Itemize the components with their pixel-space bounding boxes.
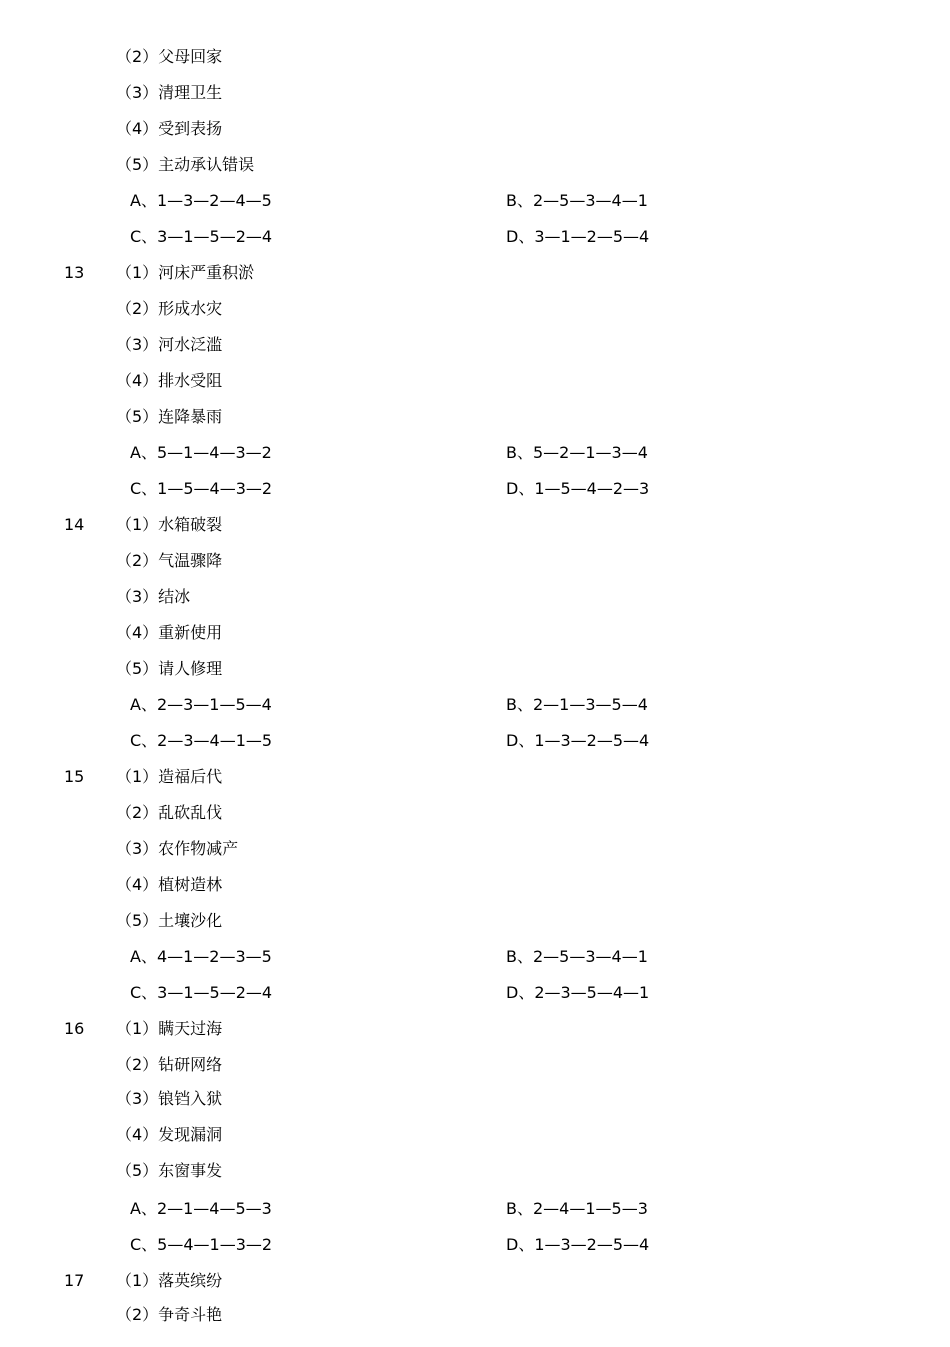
event-item: （1）落英缤纷: [116, 1271, 223, 1290]
event-item: （5）主动承认错误: [116, 155, 255, 174]
answer-option: B、2—5—3—4—1: [506, 947, 648, 966]
event-item: （3）清理卫生: [116, 83, 223, 102]
answer-option: A、5—1—4—3—2: [130, 443, 272, 462]
event-item: （4）重新使用: [116, 623, 223, 642]
answer-option: D、2—3—5—4—1: [506, 983, 650, 1002]
answer-option: C、1—5—4—3—2: [130, 479, 273, 498]
answer-option: C、2—3—4—1—5: [130, 731, 273, 750]
answer-option: A、1—3—2—4—5: [130, 191, 272, 210]
answer-option: A、2—1—4—5—3: [130, 1199, 272, 1218]
answer-option: D、1—5—4—2—3: [506, 479, 650, 498]
event-item: （3）结冰: [116, 587, 191, 606]
answer-option: D、3—1—2—5—4: [506, 227, 650, 246]
event-item: （4）植树造林: [116, 875, 223, 894]
event-item: （1）瞒天过海: [116, 1019, 223, 1038]
answer-option: A、4—1—2—3—5: [130, 947, 272, 966]
event-item: （3）农作物减产: [116, 839, 239, 858]
event-item: （3）河水泛滥: [116, 335, 223, 354]
question-number: 15: [64, 767, 85, 786]
answer-option: A、2—3—1—5—4: [130, 695, 272, 714]
event-item: （5）东窗事发: [116, 1161, 223, 1180]
answer-option: C、5—4—1—3—2: [130, 1235, 273, 1254]
event-item: （1）河床严重积淤: [116, 263, 255, 282]
event-item: （1）造福后代: [116, 767, 223, 786]
question-number: 13: [64, 263, 85, 282]
event-item: （2）钻研网络: [116, 1055, 223, 1074]
event-item: （1）水箱破裂: [116, 515, 223, 534]
event-item: （5）连降暴雨: [116, 407, 223, 426]
answer-option: B、2—5—3—4—1: [506, 191, 648, 210]
event-item: （2）父母回家: [116, 47, 223, 66]
event-item: （2）乱砍乱伐: [116, 803, 223, 822]
answer-option: C、3—1—5—2—4: [130, 227, 273, 246]
event-item: （5）请人修理: [116, 659, 223, 678]
answer-option: B、2—1—3—5—4: [506, 695, 648, 714]
answer-option: D、1—3—2—5—4: [506, 731, 650, 750]
answer-option: D、1—3—2—5—4: [506, 1235, 650, 1254]
event-item: （4）发现漏洞: [116, 1125, 223, 1144]
event-item: （2）争奇斗艳: [116, 1305, 223, 1324]
question-number: 17: [64, 1271, 85, 1290]
answer-option: B、2—4—1—5—3: [506, 1199, 648, 1218]
event-item: （2）气温骤降: [116, 551, 223, 570]
answer-option: B、5—2—1—3—4: [506, 443, 648, 462]
question-number: 16: [64, 1019, 85, 1038]
event-item: （2）形成水灾: [116, 299, 223, 318]
event-item: （4）受到表扬: [116, 119, 223, 138]
event-item: （5）土壤沙化: [116, 911, 223, 930]
question-number: 14: [64, 515, 85, 534]
event-item: （4）排水受阻: [116, 371, 223, 390]
event-item: （3）锒铛入狱: [116, 1089, 223, 1108]
answer-option: C、3—1—5—2—4: [130, 983, 273, 1002]
